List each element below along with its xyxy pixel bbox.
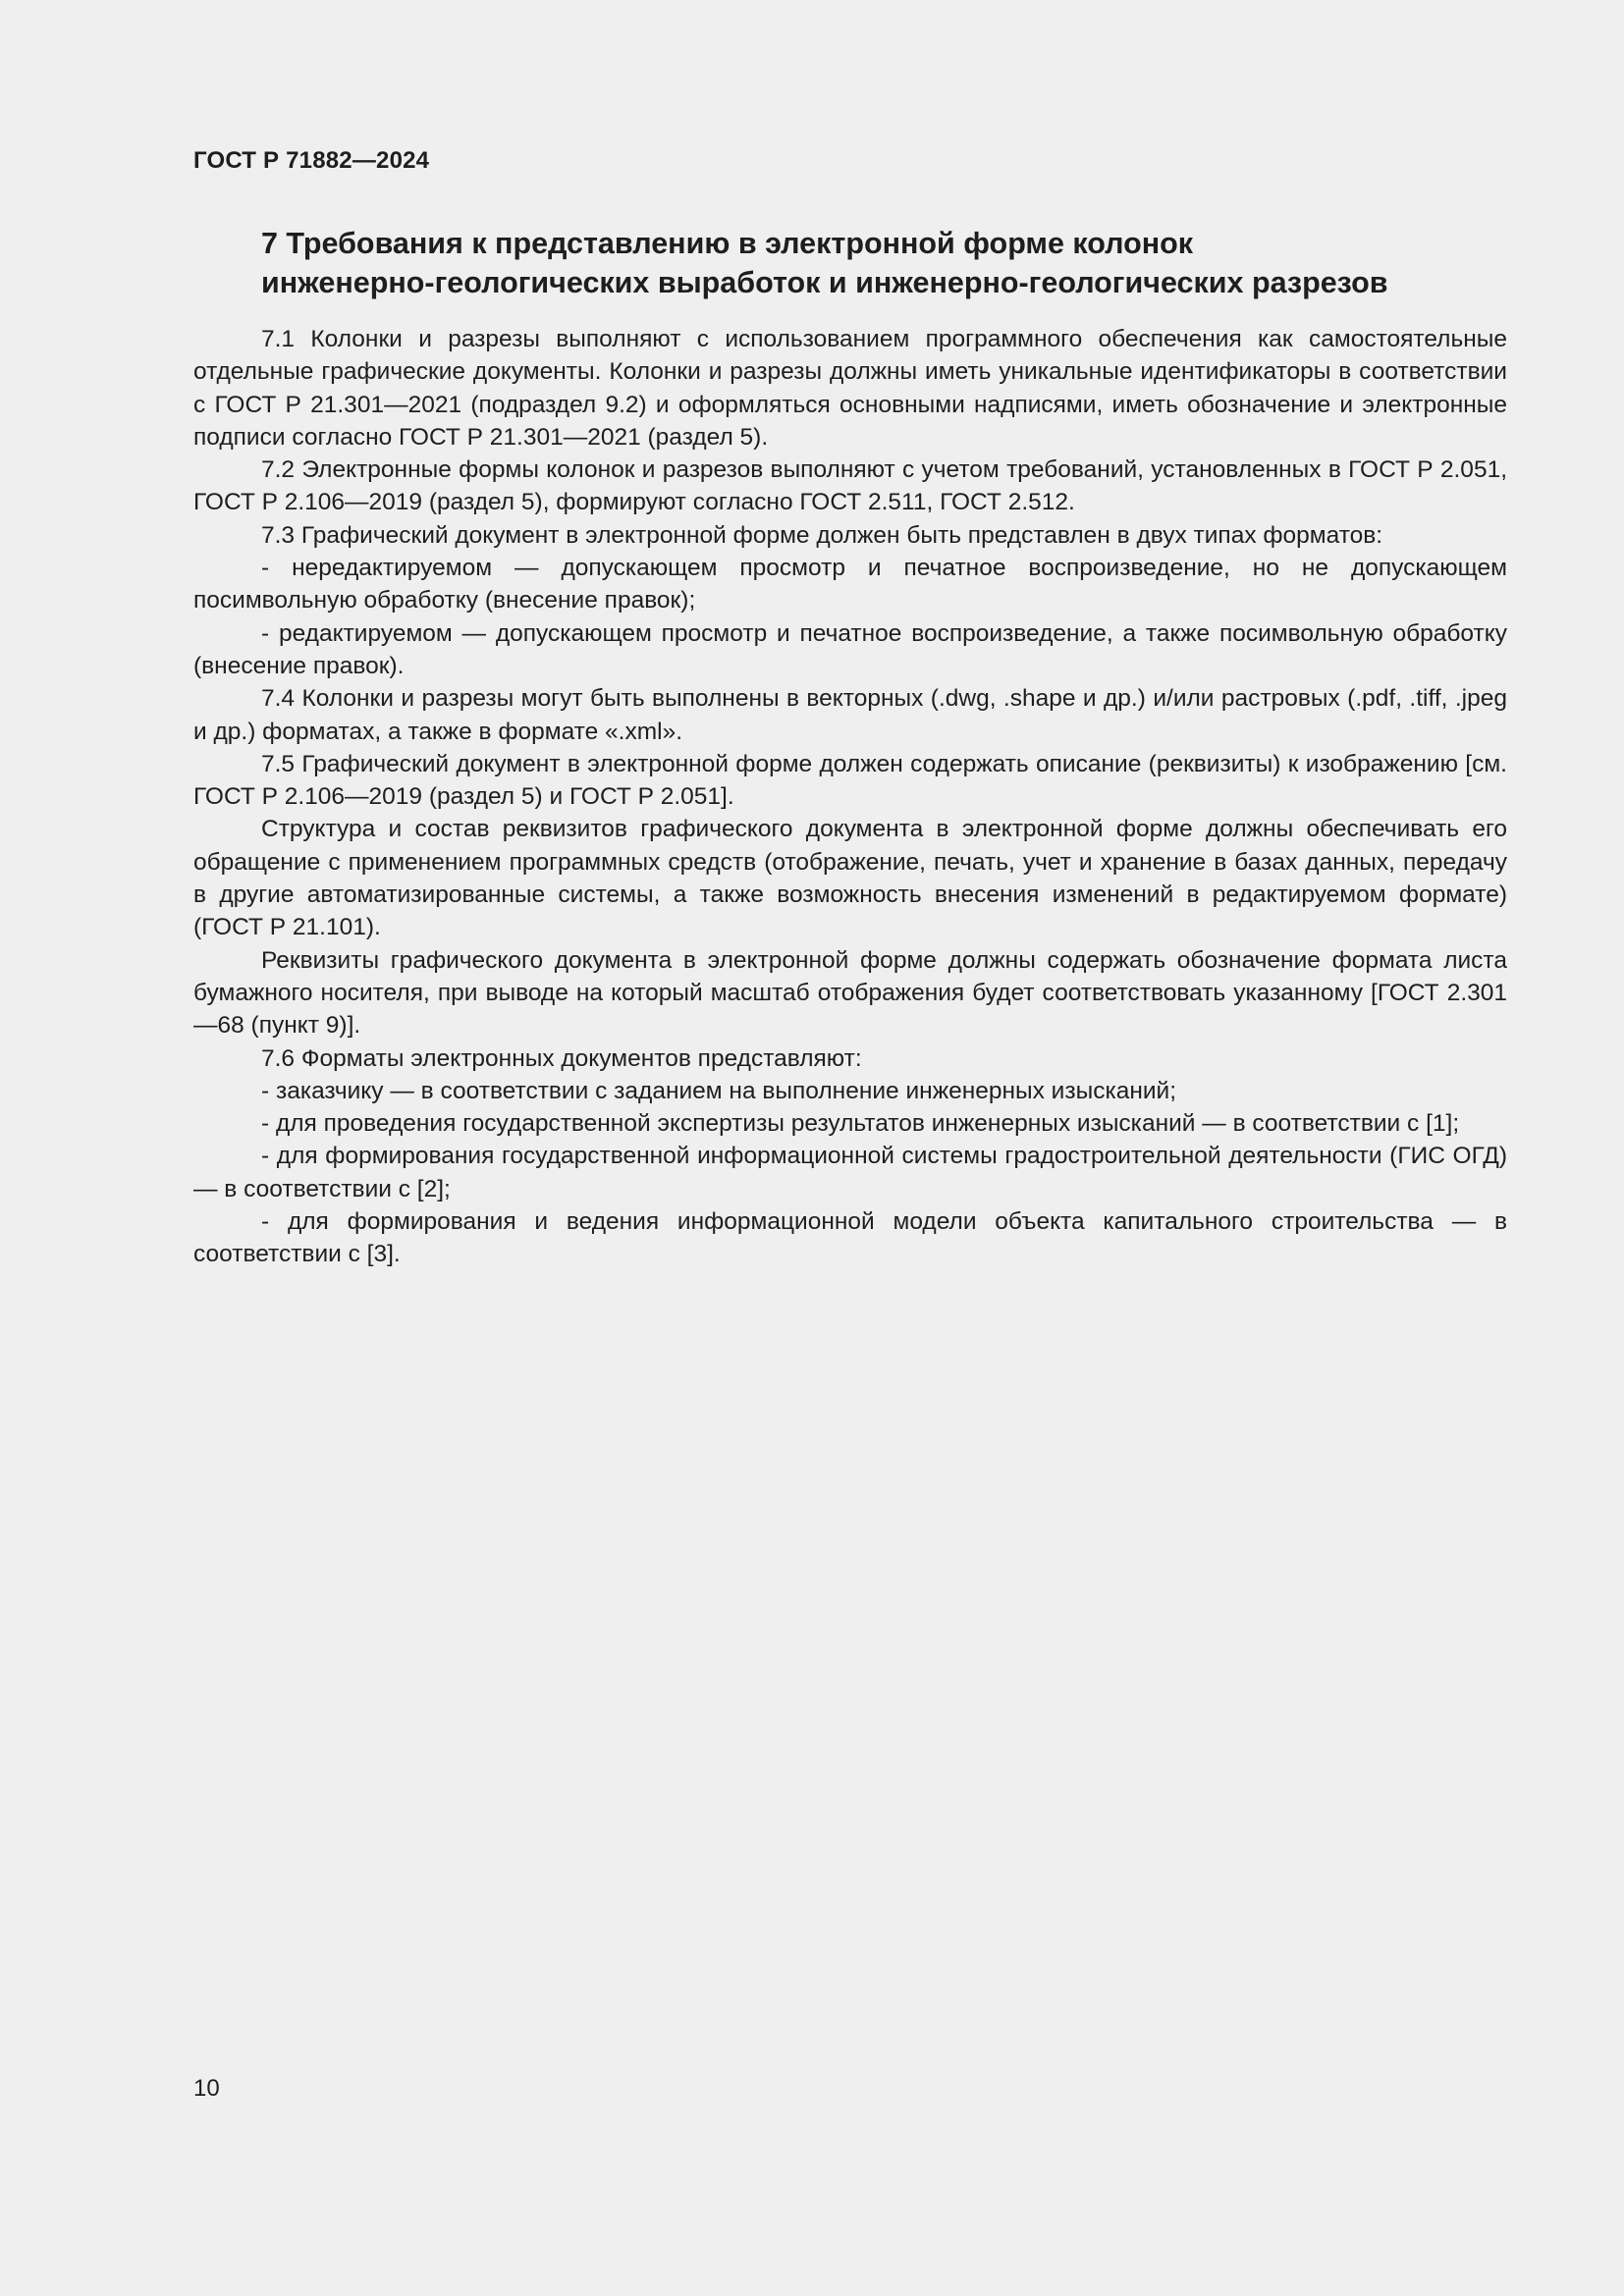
page-number: 10 bbox=[193, 2075, 220, 2102]
section-body bbox=[193, 323, 1507, 1271]
paragraph-7-2: 7.2 Электронные формы колонок и разрезов выполняют с учетом требований, установленных в ГОСТ Р 2.051, ГОСТ Р 2.106—2019 (раздел 5), формируют согласно ГОСТ 2.511, ГОСТ 2.512. bbox=[193, 456, 1507, 516]
section-title bbox=[261, 224, 1538, 302]
paragraph-7-4: 7.4 Колонки и разрезы могут быть выполнены в векторных (.dwg, .shape и др.) и/или растровых (.pdf, .tiff, .jpeg и др.) форматах, а также в формате «.xml». bbox=[193, 685, 1507, 745]
paragraph-7-6: 7.6 Форматы электронных документов представляют: bbox=[261, 1044, 862, 1072]
list-item: - редактируемом — допускающем просмотр и печатное воспроизведение, а также посимвольную обработку (внесение правок). bbox=[193, 619, 1507, 679]
paragraph: Структура и состав реквизитов графического документа в электронной форме должны обеспечивать его обращение с применением программных средств (отображение, печать, учет и хранение в базах данных, передачу в другие автоматизированные системы, а также возможность внесения изменений в редактируемом формате) (ГОСТ Р 21.101). bbox=[193, 816, 1507, 941]
paragraph: Реквизиты графического документа в электронной форме должны содержать обозначение формата листа бумажного носителя, при выводе на который масштаб отображения будет соответствовать указанному [ГОСТ 2.301—68 (пункт 9)]. bbox=[193, 946, 1507, 1040]
paragraph-7-1: 7.1 Колонки и разрезы выполняют с использованием программного обеспечения как самостоятельные отдельные графические документы. Колонки и разрезы должны иметь уникальные идентификаторы в соответствии с ГОСТ Р 21.301—2021 (подраздел 9.2) и оформляться основными надписями, иметь обозначение и электронные подписи согласно ГОСТ Р 21.301—2021 (раздел 5). bbox=[193, 326, 1507, 451]
paragraph-7-3: 7.3 Графический документ в электронной форме должен быть представлен в двух типах форматов: bbox=[261, 521, 1383, 549]
list-item: - для проведения государственной экспертизы результатов инженерных изысканий — в соответствии с [1]; bbox=[261, 1110, 1460, 1138]
section-title-line-2: инженерно-геологических выработок и инженерно-геологических разрезов bbox=[261, 266, 1388, 299]
list-item: - для формирования государственной информационной системы градостроительной деятельности (ГИС ОГД) — в соответствии с [2]; bbox=[193, 1143, 1507, 1202]
paragraph-7-5: 7.5 Графический документ в электронной форме должен содержать описание (реквизиты) к изображению [см. ГОСТ Р 2.106—2019 (раздел 5) и ГОСТ Р 2.051]. bbox=[193, 750, 1507, 811]
list-item: - нередактируемом — допускающем просмотр и печатное воспроизведение, но не допускающем посимвольную обработку (внесение правок); bbox=[193, 555, 1507, 614]
document-header: ГОСТ Р 71882—2024 bbox=[193, 147, 430, 174]
section-title-line-1: 7 Требования к представлению в электронной форме колонок bbox=[261, 227, 1194, 260]
list-item: - для формирования и ведения информационной модели объекта капитального строительства — в соответствии с [3]. bbox=[193, 1208, 1507, 1268]
list-item: - заказчику — в соответствии с заданием на выполнение инженерных изысканий; bbox=[261, 1077, 1177, 1104]
